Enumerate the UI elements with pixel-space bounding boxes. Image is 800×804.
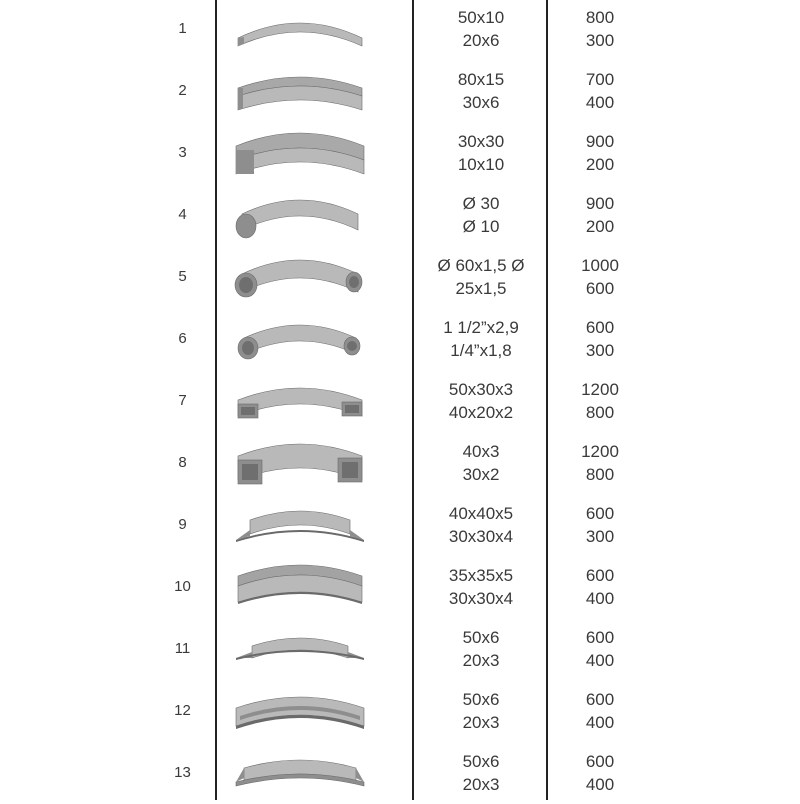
row-number: 12 — [174, 702, 191, 719]
profile-size-line: 80x15 — [457, 70, 505, 89]
radius-value-line: 1200 — [581, 442, 619, 461]
table-row — [0, 246, 800, 308]
radius-value-cell — [550, 440, 650, 486]
square-tube-arc-icon — [230, 438, 370, 488]
profile-size-line: 50x30x3 — [448, 380, 514, 399]
radius-value-line: 600 — [585, 566, 615, 585]
table-row — [0, 370, 800, 432]
radius-value-line: 600 — [585, 752, 615, 771]
channel-profile-arc-icon — [230, 686, 370, 736]
radius-value-cell — [550, 750, 650, 796]
row-number: 10 — [174, 578, 191, 595]
radius-value-cell — [550, 130, 650, 176]
rect-tube-arc-icon — [230, 376, 370, 426]
row-number: 7 — [178, 392, 187, 409]
radius-value-line: 800 — [585, 465, 615, 484]
radius-value-cell — [550, 68, 650, 114]
radius-value-cell — [550, 502, 650, 548]
row-number: 8 — [178, 454, 187, 471]
profile-size-cell — [416, 502, 546, 548]
radius-value-cell — [550, 6, 650, 52]
flat-bar-arc-wide-icon — [230, 66, 370, 116]
profile-size-line: Ø 30 — [462, 194, 500, 213]
radius-value-cell — [550, 316, 650, 362]
profile-size-line: Ø 60x1,5 Ø — [437, 256, 525, 275]
radius-value-line: 600 — [585, 279, 615, 298]
profile-size-cell — [416, 68, 546, 114]
table-row — [0, 432, 800, 494]
profile-size-line: 35x35x5 — [448, 566, 514, 585]
radius-value-line: 200 — [585, 155, 615, 174]
radius-value-line: 600 — [585, 504, 615, 523]
radius-value-line: 400 — [585, 713, 615, 732]
radius-value-cell — [550, 688, 650, 734]
profile-size-line: 30x30 — [457, 132, 505, 151]
radius-value-line: 200 — [585, 217, 615, 236]
row-number: 9 — [178, 516, 187, 533]
row-number: 6 — [178, 330, 187, 347]
profile-size-line: 25x1,5 — [455, 279, 507, 298]
profile-size-line: 10x10 — [457, 155, 505, 174]
row-number: 11 — [174, 640, 191, 657]
profile-size-line: 30x30x4 — [448, 527, 514, 546]
row-number: 5 — [178, 268, 187, 285]
profile-size-cell — [416, 564, 546, 610]
angle-profile-arc-icon — [230, 562, 370, 612]
profile-size-cell — [416, 254, 546, 300]
profile-size-line: 40x40x5 — [448, 504, 514, 523]
profile-size-line: 40x20x2 — [448, 403, 514, 422]
row-number: 4 — [178, 206, 187, 223]
profile-size-line: 30x2 — [462, 465, 500, 484]
t-profile-arc-icon — [230, 500, 370, 550]
radius-value-line: 900 — [585, 132, 615, 151]
radius-value-line: 400 — [585, 589, 615, 608]
profile-size-line: 50x6 — [462, 690, 500, 709]
table-row — [0, 618, 800, 680]
table-row — [0, 494, 800, 556]
table-row — [0, 308, 800, 370]
profile-size-cell — [416, 130, 546, 176]
table-row — [0, 556, 800, 618]
t-profile-arc-small-icon — [230, 624, 370, 674]
profile-size-line: 50x6 — [462, 628, 500, 647]
radius-value-cell — [550, 564, 650, 610]
profile-size-line: 1 1/2”x2,9 — [443, 318, 519, 337]
radius-value-line: 1000 — [581, 256, 619, 275]
radius-value-line: 900 — [585, 194, 615, 213]
radius-value-line: 1200 — [581, 380, 619, 399]
radius-value-line: 300 — [585, 31, 615, 50]
radius-value-line: 300 — [585, 341, 615, 360]
profile-size-cell — [416, 316, 546, 362]
radius-value-line: 800 — [585, 403, 615, 422]
radius-value-line: 600 — [585, 690, 615, 709]
profile-size-line: Ø 10 — [462, 217, 500, 236]
radius-value-cell — [550, 192, 650, 238]
radius-value-cell — [550, 626, 650, 672]
profile-size-line: 50x6 — [462, 752, 500, 771]
flat-bar-arc-thin-icon — [230, 4, 370, 54]
profile-size-line: 50x10 — [457, 8, 505, 27]
channel-profile-arc-flat-icon — [230, 748, 370, 798]
profile-size-cell — [416, 688, 546, 734]
profile-size-line: 30x30x4 — [448, 589, 514, 608]
table-row — [0, 680, 800, 742]
profile-size-line: 20x6 — [462, 31, 500, 50]
profile-size-line: 20x3 — [462, 775, 500, 794]
profile-size-cell — [416, 192, 546, 238]
profile-size-line: 20x3 — [462, 713, 500, 732]
profile-size-line: 20x3 — [462, 651, 500, 670]
radius-value-cell — [550, 378, 650, 424]
table-row — [0, 122, 800, 184]
radius-value-line: 700 — [585, 70, 615, 89]
round-tube-arc-icon — [230, 252, 370, 302]
row-number: 13 — [174, 764, 191, 781]
round-tube-arc-small-icon — [230, 314, 370, 364]
radius-value-line: 400 — [585, 93, 615, 112]
radius-value-line: 300 — [585, 527, 615, 546]
profile-size-cell — [416, 750, 546, 796]
radius-value-line: 600 — [585, 628, 615, 647]
round-bar-arc-icon — [230, 190, 370, 240]
square-bar-arc-icon — [230, 128, 370, 178]
row-number: 1 — [178, 20, 187, 37]
profile-size-cell — [416, 378, 546, 424]
radius-value-line: 400 — [585, 651, 615, 670]
radius-value-line: 800 — [585, 8, 615, 27]
profile-size-line: 1/4”x1,8 — [450, 341, 512, 360]
profile-size-cell — [416, 440, 546, 486]
table-row — [0, 184, 800, 246]
profile-size-cell — [416, 6, 546, 52]
row-number: 2 — [178, 82, 187, 99]
row-number: 3 — [178, 144, 187, 161]
radius-value-line: 400 — [585, 775, 615, 794]
table-row — [0, 0, 800, 60]
radius-value-cell — [550, 254, 650, 300]
radius-value-line: 600 — [585, 318, 615, 337]
profile-size-line: 30x6 — [462, 93, 500, 112]
table-row — [0, 742, 800, 804]
profile-size-cell — [416, 626, 546, 672]
table-row — [0, 60, 800, 122]
profile-size-line: 40x3 — [462, 442, 500, 461]
